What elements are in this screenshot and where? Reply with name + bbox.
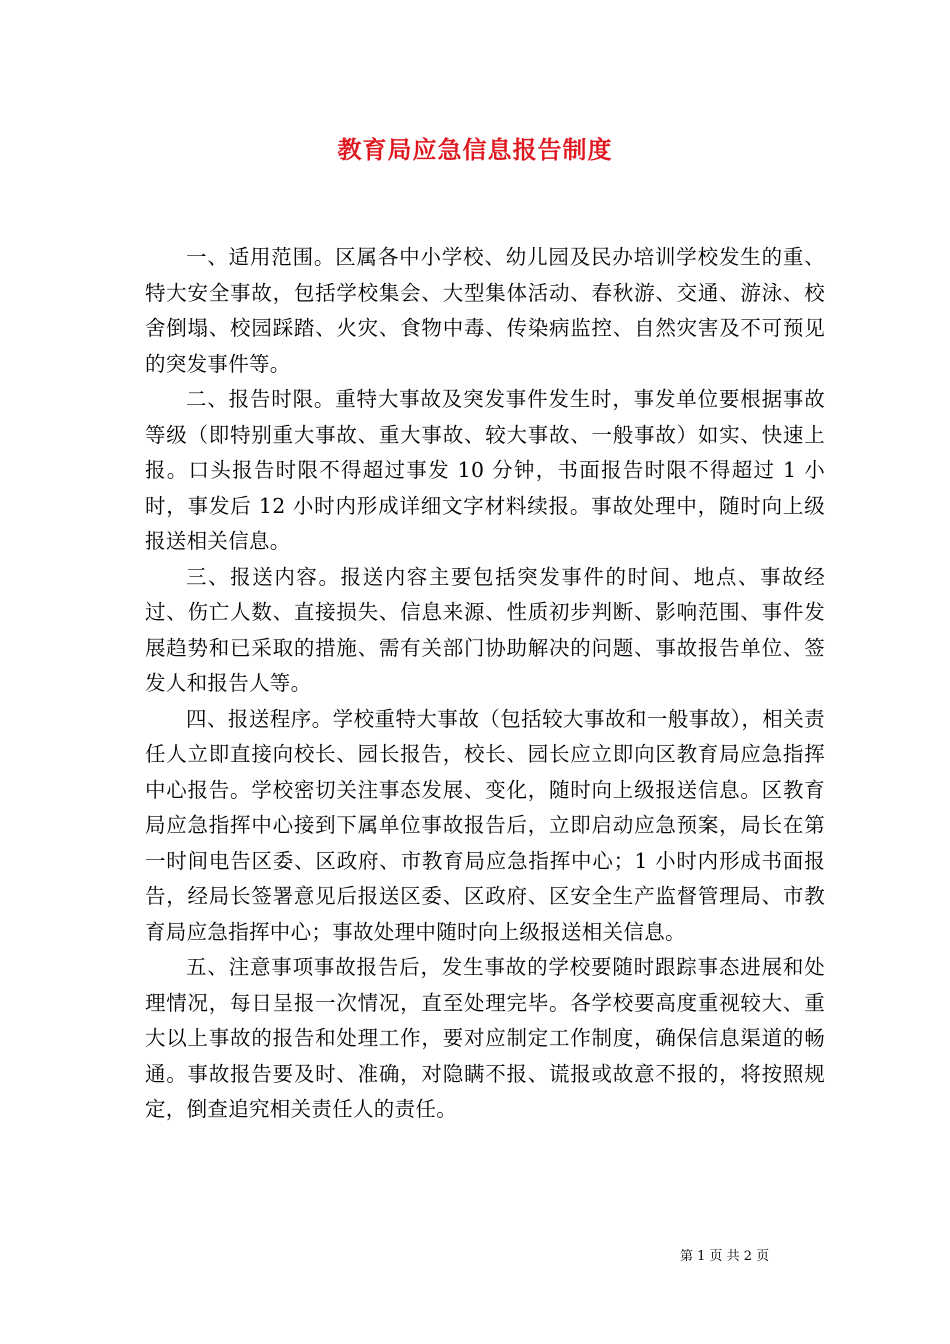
paragraph-notes: 五、注意事项事故报告后，发生事故的学校要随时跟踪事态进展和处理情况，每日呈报一次情况，直至处理完毕。各学校要高度重视较大、重大以上事故的报告和处理工作，要对应制定工作制度，确保信息渠道的畅通。事故报告要及时、准确，对隐瞒不报、谎报或故意不报的，将按照规定，倒查追究相关责任人的责任。: [145, 955, 825, 1121]
document-title: 教育局应急信息报告制度: [337, 135, 613, 164]
paragraph-content: 三、报送内容。报送内容主要包括突发事件的时间、地点、事故经过、伤亡人数、直接损失、信息来源、性质初步判断、影响范围、事件发展趋势和已采取的措施、需有关部门协助解决的问题、事故报告单位、签发人和报告人等。: [145, 564, 825, 695]
paragraph-time-limit: 二、报告时限。重特大事故及突发事件发生时，事发单位要根据事故等级（即特别重大事故、重大事故、较大事故、一般事故）如实、快速上报。口头报告时限不得超过事发 10 分钟，书面报告时限不得超过 1 小时，事发后 12 小时内形成详细文字材料续报。事故处理中，随时向上级报送相关信息。: [145, 387, 825, 553]
page-number-footer: 第 1 页 共 2 页: [680, 1249, 770, 1264]
paragraph-procedure: 四、报送程序。学校重特大事故（包括较大事故和一般事故），相关责任人立即直接向校长、园长报告，校长、园长应立即向区教育局应急指挥中心报告。学校密切关注事态发展、变化，随时向上级报送信息。区教育局应急指挥中心接到下属单位事故报告后，立即启动应急预案，局长在第一时间电告区委、区政府、市教育局应急指挥中心；1 小时内形成书面报告，经局长签署意见后报送区委、区政府、区安全生产监督管理局、市教育局应急指挥中心；事故处理中随时向上级报送相关信息。: [145, 706, 825, 944]
paragraph-scope: 一、适用范围。区属各中小学校、幼儿园及民办培训学校发生的重、特大安全事故，包括学校集会、大型集体活动、春秋游、交通、游泳、校舍倒塌、校园踩踏、火灾、食物中毒、传染病监控、自然灾害及不可预见的突发事件等。: [145, 245, 825, 376]
document-body: [145, 240, 825, 1128]
